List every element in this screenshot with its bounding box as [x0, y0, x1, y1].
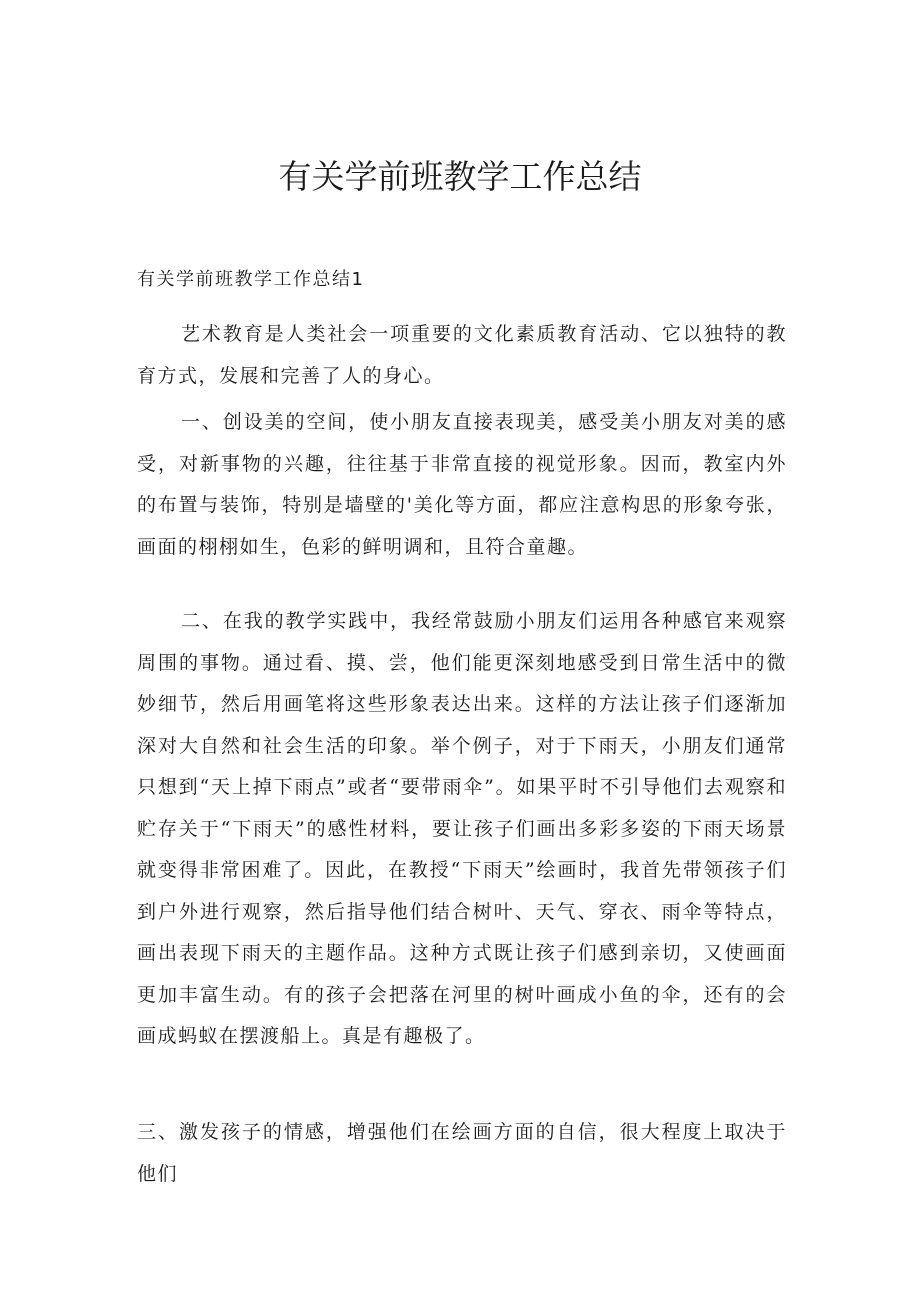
paragraph-point-two: 二、在我的教学实践中，我经常鼓励小朋友们运用各种感官来观察周围的事物。通过看、摸、尝，他们能更深刻地感受到日常生活中的微妙细节，然后用画笔将这些形象表达出来。这样的方法让孩子们逐渐加深对大自然和社会生活的印象。举个例子，对于下雨天，小朋友们通常只想到“天上掉下雨点”或者“要带雨伞”。如果平时不引导他们去观察和贮存关于“下雨天”的感性材料，要让孩子们画出多彩多姿的下雨天场景就变得非常困难了。因此，在教授“下雨天”绘画时，我首先带领孩子们到户外进行观察，然后指导他们结合树叶、天气、穿衣、雨伞等特点，画出表现下雨天的主题作品。这种方式既让孩子们感到亲切，又使画面更加丰富生动。有的孩子会把落在河里的树叶画成小鱼的伞，还有的会画成蚂蚁在摆渡船上。真是有趣极了。: [137, 610, 787, 1047]
section-heading: 有关学前班教学工作总结1: [137, 269, 365, 290]
paragraph-point-three: 三、激发孩子的情感，增强他们在绘画方面的自信，很大程度上取决于他们: [137, 1121, 787, 1185]
document-title: 有关学前班教学工作总结: [278, 157, 642, 196]
paragraph-intro: 艺术教育是人类社会一项重要的文化素质教育活动、它以独特的教育方式，发展和完善了人的身心。: [137, 323, 787, 387]
paragraph-point-one: 一、创设美的空间，使小朋友直接表现美，感受美小朋友对美的感受，对新事物的兴趣，往往基于非常直接的视觉形象。因而，教室内外的布置与装饰，特别是墙壁的'美化等方面，都应注意构思的形象夸张，画面的栩栩如生，色彩的鲜明调和，且符合童趣。: [137, 411, 787, 558]
